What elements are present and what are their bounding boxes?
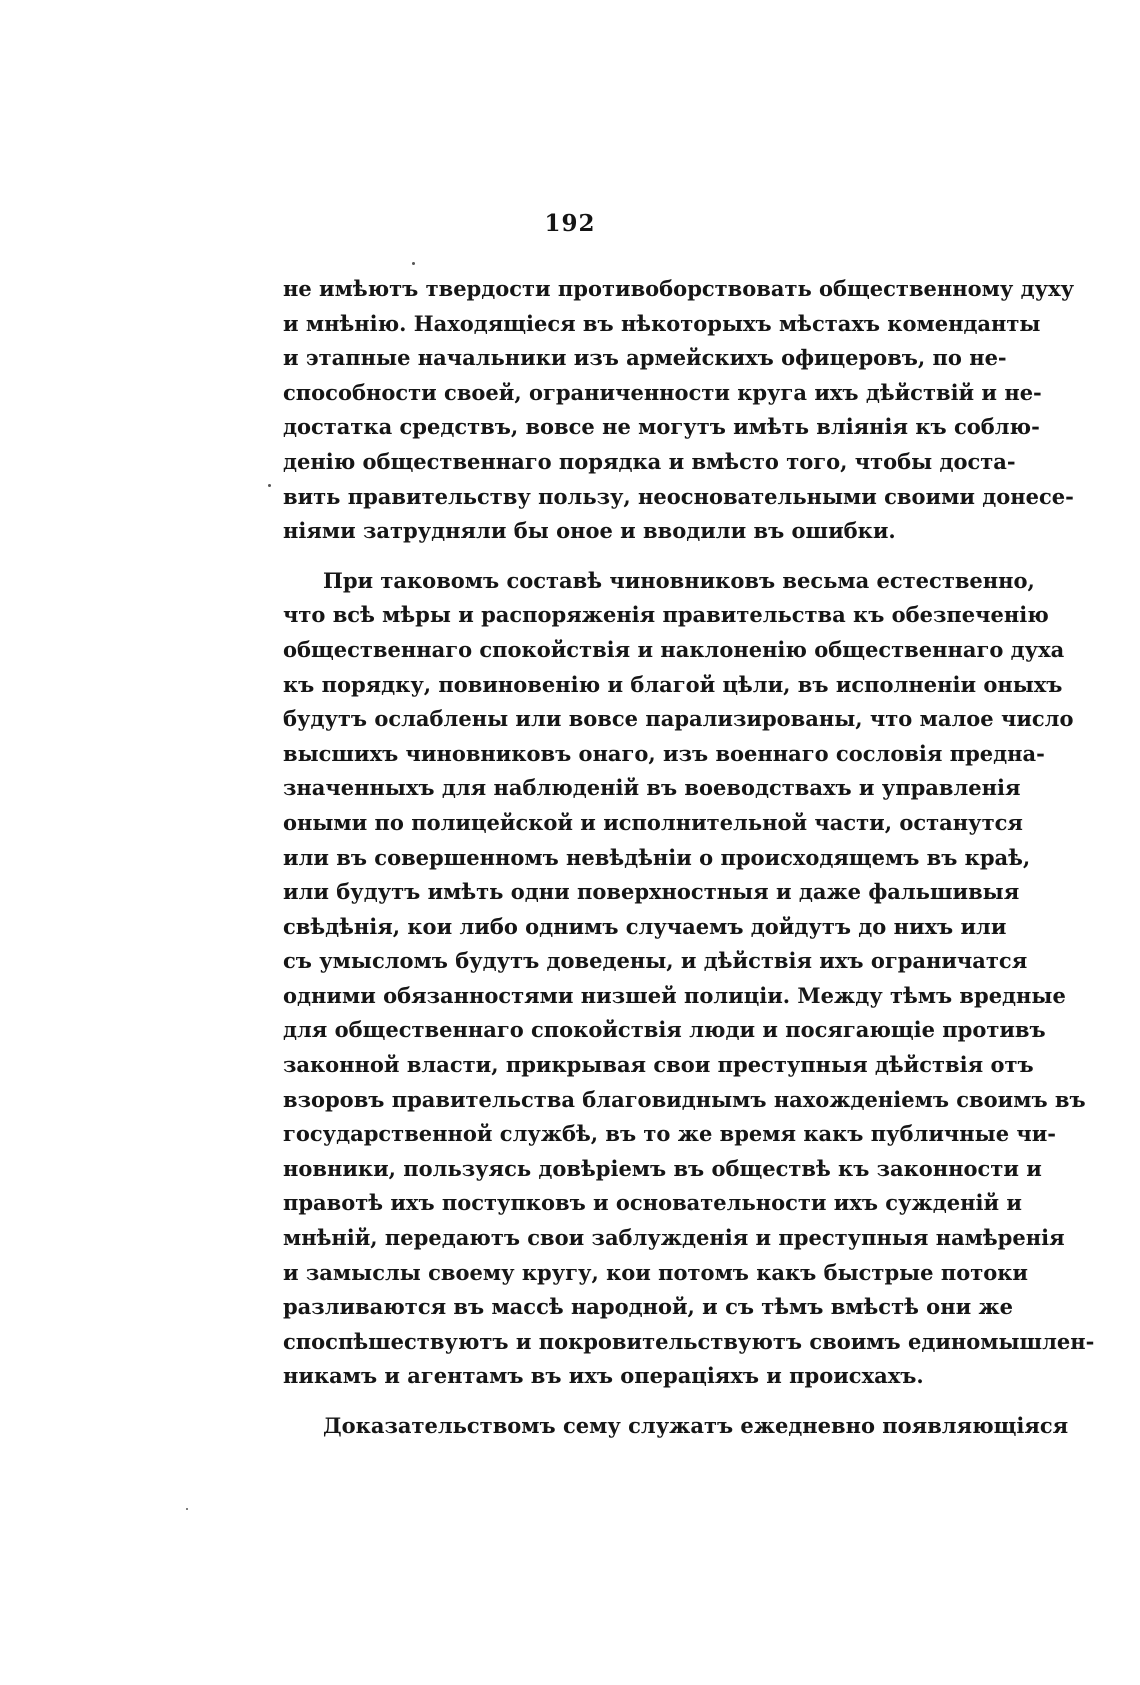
page-number: 192 (544, 210, 596, 237)
text-line: никамъ и агентамъ въ ихъ операціяхъ и происхахъ. (283, 1363, 924, 1389)
paragraph-3 (283, 1409, 1069, 1444)
paragraph-2 (283, 564, 1095, 1394)
text-line: для общественнаго спокойствія люди и посягающіе противъ (283, 1017, 1046, 1043)
text-line: вить правительству пользу, неосновательными своими донесе- (283, 483, 1074, 509)
body-text (283, 272, 1095, 1444)
text-line: законной власти, прикрывая свои преступныя дѣйствія отъ (283, 1052, 1034, 1078)
text-line: одними обязанностями низшей полиціи. Между тѣмъ вредные (283, 982, 1066, 1008)
print-speck (412, 262, 415, 265)
text-line: будутъ ослаблены или вовсе парализированы, что малое число (283, 706, 1074, 732)
text-line: общественнаго спокойствія и наклоненію общественнаго духа (283, 636, 1065, 662)
text-line: новники, пользуясь довѣріемъ въ обществѣ къ законности и (283, 1155, 1042, 1181)
text-line: значенныхъ для наблюденій въ воеводствахъ и управленія (283, 775, 1021, 801)
text-line: ніями затрудняли бы оное и вводили въ ошибки. (283, 518, 896, 544)
text-line: государственной службѣ, въ то же время какъ публичные чи- (283, 1121, 1057, 1147)
text-line: оными по полицейской и исполнительной части, останутся (283, 809, 1023, 835)
text-line: къ порядку, повиновенію и благой цѣли, въ исполненіи оныхъ (283, 671, 1063, 697)
text-line: достатка средствъ, вовсе не могутъ имѣть вліянія къ соблю- (283, 414, 1040, 440)
print-speck (186, 1508, 188, 1510)
text-line: и этапные начальники изъ армейскихъ офицеровъ, по не- (283, 345, 1007, 371)
paragraph-1 (283, 272, 1075, 549)
text-line: При таковомъ составѣ чиновниковъ весьма естественно, (323, 567, 1035, 593)
text-line: Доказательствомъ сему служатъ ежедневно появляющіяся (323, 1413, 1069, 1438)
text-line: высшихъ чиновниковъ онаго, изъ военнаго сословія предна- (283, 740, 1045, 766)
text-line: денію общественнаго порядка и вмѣсто того, чтобы доста- (283, 448, 1016, 474)
text-line: съ умысломъ будутъ доведены, и дѣйствія ихъ ограничатся (283, 948, 1028, 974)
text-line: что всѣ мѣры и распоряженія правительства къ обезпеченію (283, 602, 1049, 628)
text-line: разливаются въ массѣ народной, и съ тѣмъ вмѣстѣ они же (283, 1294, 1014, 1320)
text-line: мнѣній, передаютъ свои заблужденія и преступныя намѣренія (283, 1225, 1065, 1251)
text-line: способности своей, ограниченности круга ихъ дѣйствій и не- (283, 379, 1042, 405)
text-line: или будутъ имѣть одни поверхностныя и даже фальшивыя (283, 879, 1020, 905)
text-line: и замыслы своему кругу, кои потомъ какъ быстрые потоки (283, 1259, 1028, 1285)
text-line: споспѣшествуютъ и покровительствуютъ своимъ единомышлен- (283, 1328, 1095, 1354)
text-line: свѣдѣнія, кои либо однимъ случаемъ дойдутъ до нихъ или (283, 913, 1007, 939)
text-line: взоровъ правительства благовиднымъ нахожденіемъ своимъ въ (283, 1086, 1086, 1112)
text-line: или въ совершенномъ невѣдѣніи о происходящемъ въ краѣ, (283, 844, 1031, 870)
text-line: и мнѣнію. Находящіеся въ нѣкоторыхъ мѣстахъ коменданты (283, 310, 1041, 336)
text-line: не имѣютъ твердости противоборствовать общественному духу (283, 276, 1075, 301)
print-speck (268, 484, 271, 487)
text-line: правотѣ ихъ поступковъ и основательности ихъ сужденій и (283, 1190, 1022, 1216)
